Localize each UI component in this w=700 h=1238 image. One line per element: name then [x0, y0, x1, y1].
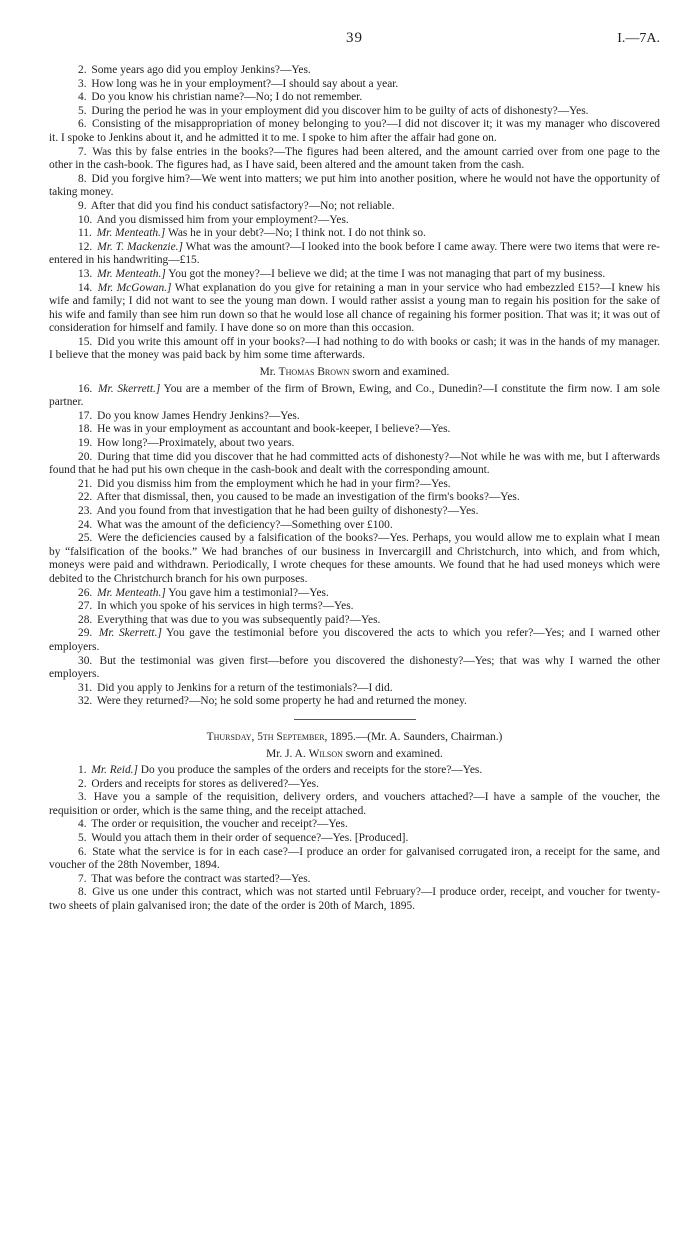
- question-number: 31.: [78, 681, 93, 694]
- question-number: 5.: [78, 832, 87, 845]
- question-number: 11.: [78, 227, 92, 240]
- question-paragraph: [49, 336, 660, 363]
- speaker-name: Mr. Skerrett.]: [98, 627, 162, 640]
- question-text: How long?—Proximately, about two years.: [97, 437, 295, 450]
- question-text: The order or requisition, the voucher and receipt?—Yes.: [91, 818, 348, 831]
- question-paragraph: [49, 227, 660, 241]
- question-number: 6.: [78, 118, 87, 131]
- question-number: 2.: [78, 777, 87, 790]
- question-number: 3.: [78, 77, 87, 90]
- question-number: 4.: [78, 91, 87, 104]
- question-number: 1.: [78, 764, 87, 777]
- question-number: 28.: [78, 613, 93, 626]
- question-text: Did you forgive him?—We went into matters; we put him into another position, where he would not have the opportunity of taking money.: [49, 172, 660, 199]
- question-number: 6.: [78, 845, 87, 858]
- question-number: 8.: [78, 886, 87, 899]
- question-paragraph: [49, 764, 660, 778]
- question-text: Give us one under this contract, which was not started until February?—I produce order, receipt, and voucher for twenty-two sheets of plain galvanised iron; the date of the order is 20th of March, 1895.: [49, 886, 660, 913]
- question-text: Were they returned?—No; he sold some property he had and returned the money.: [96, 695, 467, 708]
- question-paragraph: [49, 818, 660, 832]
- question-number: 23.: [78, 505, 93, 517]
- question-paragraph: [49, 886, 660, 913]
- section-three: [49, 764, 660, 914]
- question-number: 8.: [78, 172, 87, 185]
- question-paragraph: [49, 682, 660, 696]
- speaker-name: Mr. Menteath.]: [96, 227, 166, 240]
- question-number: 30.: [78, 654, 93, 667]
- question-paragraph: [49, 146, 660, 173]
- question-number: 9.: [78, 199, 87, 212]
- question-paragraph: [49, 491, 660, 505]
- question-number: 13.: [78, 267, 93, 280]
- question-text: What explanation do you give for retaining a man in your service who had embezzled £15?—I knew his wife and family; I did not want to see the young man down. I would rather assist a young man to regain his position for the sake of his wife and family than see him run down so that he would lose all chance of regaining his former position. That was it; it was out of consideration for himself and family. I have done so on more than this occasion.: [49, 281, 660, 335]
- question-paragraph: [49, 778, 660, 792]
- question-number: 16.: [78, 382, 93, 395]
- question-paragraph: [49, 437, 660, 451]
- question-paragraph: [49, 268, 660, 282]
- question-number: 17.: [78, 409, 93, 422]
- question-number: 29.: [78, 627, 93, 640]
- question-paragraph: [49, 791, 660, 818]
- question-text: Everything that was due to you was subsequently paid?—Yes.: [97, 613, 381, 626]
- question-text: Orders and receipts for stores as delivered?—Yes.: [91, 777, 319, 790]
- question-text: What was the amount?—I looked into the book before I came away. There were two items that were re-entered in his handwriting—£15.: [49, 240, 660, 267]
- question-number: 10.: [78, 213, 93, 226]
- question-paragraph: [49, 282, 660, 336]
- question-number: 25.: [78, 532, 93, 545]
- question-text: And you found from that investigation that he had been guilty of dishonesty?—Yes.: [96, 505, 479, 517]
- question-paragraph: [49, 423, 660, 437]
- question-paragraph: [49, 91, 660, 105]
- question-number: 7.: [78, 872, 87, 885]
- question-paragraph: [49, 173, 660, 200]
- question-text: You got the money?—I believe we did; at the time I was not managing that part of my business.: [168, 267, 606, 280]
- question-text: Consisting of the misappropriation of money belonging to you?—I did not discover it; it was my manager who discovered it. I spoke to Jenkins about it, and he admitted it to me. I spoke to him after the affair had gone on.: [49, 118, 660, 144]
- question-text: What was the amount of the deficiency?—Something over £100.: [96, 518, 393, 531]
- question-text: During the period he was in your employment did you discover him to be guilty of acts of dishonesty?—Yes.: [91, 104, 589, 117]
- question-paragraph: [49, 64, 660, 78]
- question-paragraph: [49, 200, 660, 214]
- question-paragraph: [49, 78, 660, 92]
- question-text: Was this by false entries in the books?—The figures had been altered, and the amount carried over from one page to the other in the cash-book. The figures had, as I have said, been altered and the amount taken from the cash.: [49, 145, 660, 172]
- question-number: 2.: [78, 64, 87, 76]
- section-divider: [294, 719, 416, 720]
- question-text: Did you write this amount off in your books?—I had nothing to do with books or cash; it was in the hands of my manager. I believe that the money was paid back by him some time afterwards.: [49, 335, 660, 362]
- question-paragraph: [49, 532, 660, 586]
- question-number: 14.: [78, 281, 93, 294]
- question-text: In which you spoke of his services in high terms?—Yes.: [97, 600, 354, 613]
- question-text: Did you dismiss him from the employment which he had in your firm?—Yes.: [97, 477, 451, 490]
- question-text: State what the service is for in each case?—I produce an order for galvanised corrugated iron, a receipt for the same, and voucher of the 28th November, 1894.: [49, 845, 660, 872]
- question-number: 12.: [78, 240, 93, 253]
- question-text: You gave him a testimonial?—Yes.: [168, 586, 329, 599]
- question-number: 27.: [78, 600, 93, 613]
- witness-heading: Mr. J. A. Wilson sworn and examined.: [266, 747, 443, 760]
- question-number: 19.: [78, 437, 93, 450]
- question-text: During that time did you discover that he had committed acts of dishonesty?—Not while he was with me, but I afterwards found that he had put his own cheque in the cash-book and dealt with the corresponding amount.: [49, 450, 660, 477]
- question-paragraph: [49, 846, 660, 873]
- question-text: Some years ago did you employ Jenkins?—Yes.: [91, 64, 311, 76]
- question-number: 5.: [78, 104, 87, 117]
- question-text: Would you attach them in their order of sequence?—Yes. [Produced].: [91, 832, 409, 845]
- question-paragraph: [49, 600, 660, 614]
- question-number: 26.: [78, 586, 93, 599]
- question-text: Do you produce the samples of the orders and receipts for the store?—Yes.: [140, 764, 483, 777]
- question-text: And you dismissed him from your employment?—Yes.: [96, 213, 349, 226]
- question-text: Have you a sample of the requisition, delivery orders, and vouchers attached?—I have a sample of the voucher, the requisition or order, which is the same thing, and the receipt attached.: [49, 791, 660, 817]
- question-paragraph: [49, 118, 660, 145]
- question-text: After that did you find his conduct satisfactory?—No; not reliable.: [90, 199, 395, 212]
- question-number: 24.: [78, 518, 93, 531]
- question-number: 15.: [78, 335, 93, 348]
- question-text: But the testimonial was given first—before you discovered the dishonesty?—Yes; that was why I warned the other employers.: [49, 654, 660, 681]
- question-paragraph: [49, 695, 660, 709]
- question-text: Did you apply to Jenkins for a return of the testimonials?—I did.: [97, 681, 393, 694]
- speaker-name: Mr. McGowan.]: [97, 281, 172, 294]
- question-text: Were the deficiencies caused by a falsification of the books?—Yes. Perhaps, you would allow me to explain what I mean by “falsification of the books.” We had branches of our business in Invercargill and Christchurch, into which, and from which, moneys were paid and withdrawn. Periodically, I wrote cheques for these amounts. We found that he had used moneys which were debited to the Christchurch branch for his own purposes.: [49, 532, 660, 585]
- page-number: 39: [346, 30, 363, 46]
- question-paragraph: [49, 587, 660, 601]
- question-text: That was before the contract was started?—Yes.: [91, 872, 311, 885]
- question-paragraph: [49, 614, 660, 628]
- question-number: 20.: [78, 450, 93, 463]
- page-header: [49, 30, 660, 64]
- question-number: 32.: [78, 695, 93, 708]
- question-paragraph: [49, 214, 660, 228]
- question-paragraph: [49, 655, 660, 682]
- question-text: How long was he in your employment?—I should say about a year.: [91, 77, 399, 90]
- question-text: He was in your employment as accountant and book-keeper, I believe?—Yes.: [97, 423, 451, 436]
- witness-heading: Mr. Thomas Brown sworn and examined.: [259, 366, 450, 379]
- speaker-name: Mr. T. Mackenzie.]: [97, 240, 183, 253]
- speaker-name: Mr. Menteath.]: [97, 267, 166, 280]
- speaker-name: Mr. Skerrett.]: [98, 382, 161, 395]
- question-number: 21.: [78, 477, 93, 490]
- session-heading: Thursday, 5th September, 1895.—(Mr. A. Saunders, Chairman.): [206, 730, 503, 743]
- question-paragraph: [49, 410, 660, 424]
- question-paragraph: [49, 105, 660, 119]
- speaker-name: Mr. Reid.]: [91, 764, 138, 777]
- question-number: 3.: [78, 791, 87, 804]
- question-number: 7.: [78, 145, 87, 158]
- question-paragraph: [49, 873, 660, 887]
- question-paragraph: [49, 451, 660, 478]
- question-text: You gave the testimonial before you discovered the acts to which you refer?—Yes; and I warned other employers.: [49, 627, 660, 653]
- section-one: [49, 64, 660, 363]
- question-paragraph: [49, 383, 660, 410]
- question-paragraph: [49, 519, 660, 533]
- question-text: After that dismissal, then, you caused to be made an investigation of the firm's books?—Yes.: [96, 491, 520, 504]
- question-paragraph: [49, 241, 660, 268]
- document-reference: I.—7A.: [617, 31, 660, 46]
- question-text: Do you know his christian name?—No; I do not remember.: [91, 91, 363, 104]
- question-number: 18.: [78, 423, 93, 436]
- question-paragraph: [49, 627, 660, 654]
- question-number: 22.: [78, 491, 93, 504]
- question-text: Was he in your debt?—No; I think not. I do not think so.: [168, 227, 426, 240]
- speaker-name: Mr. Menteath.]: [97, 586, 166, 599]
- question-number: 4.: [78, 818, 87, 831]
- question-text: Do you know James Hendry Jenkins?—Yes.: [97, 409, 300, 422]
- question-paragraph: [49, 505, 660, 519]
- question-text: You are a member of the firm of Brown, Ewing, and Co., Dunedin?—I constitute the firm now. I am sole partner.: [49, 382, 660, 409]
- section-two: [49, 383, 660, 709]
- question-paragraph: [49, 478, 660, 492]
- question-paragraph: [49, 832, 660, 846]
